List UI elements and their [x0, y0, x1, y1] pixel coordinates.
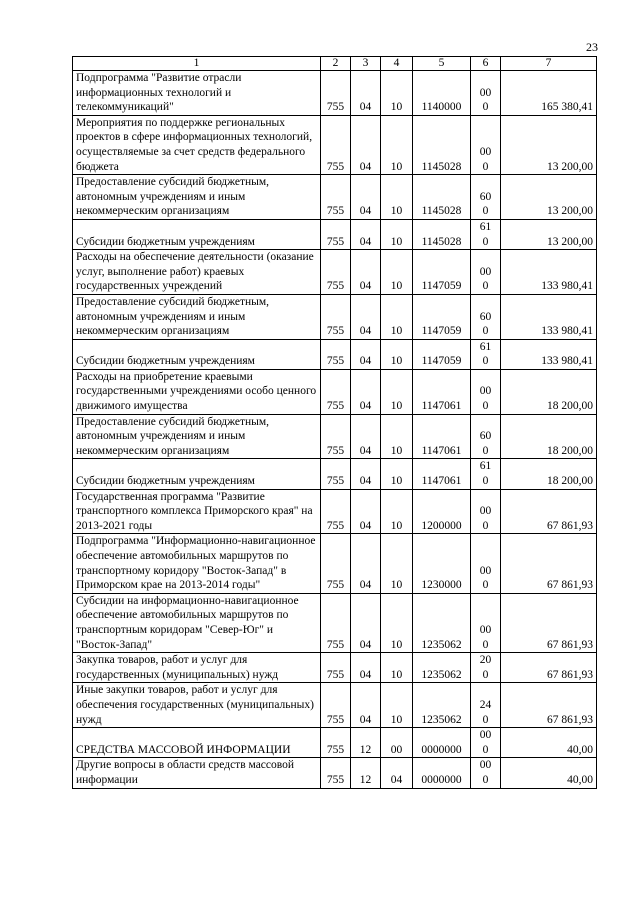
table-row: [73, 294, 597, 339]
row-target-article-cell: [413, 758, 471, 788]
row-subsection-cell: 10: [381, 414, 413, 459]
table-row: [73, 369, 597, 414]
row-code-cell: 755: [321, 728, 351, 758]
row-amount-cell: 133 980,41: [501, 250, 597, 295]
header-col-5: 5: [413, 57, 471, 71]
row-section-cell: 04: [351, 683, 381, 728]
row-expense-type-cell-value: 000: [479, 564, 492, 592]
row-expense-type-cell-value: 600: [479, 310, 492, 338]
row-section-cell: 12: [351, 758, 381, 788]
table-row: [73, 758, 597, 788]
row-expense-type-cell-value: 600: [479, 430, 492, 457]
row-target-article-cell-value: 1147061: [421, 400, 462, 413]
row-expense-type-cell: [471, 369, 501, 414]
row-section-cell: 04: [351, 219, 381, 249]
row-expense-type-cell-value: 000: [479, 145, 492, 173]
table-row: [73, 219, 597, 249]
row-expense-type-cell: [471, 683, 501, 728]
row-name-cell: Расходы на обеспечение деятельности (оказание услуг, выполнение работ) краевых государственных учреждений: [73, 250, 321, 295]
row-amount-cell: 67 861,93: [501, 653, 597, 683]
row-code-cell: 755: [321, 175, 351, 220]
row-target-article-cell: [413, 369, 471, 414]
row-name-cell: Предоставление субсидий бюджетным, автономным учреждениям и иным некоммерческим организациям: [73, 294, 321, 339]
row-name-cell: Субсидии бюджетным учреждениям: [73, 339, 321, 369]
row-amount-cell: 133 980,41: [501, 339, 597, 369]
row-expense-type-cell: [471, 489, 501, 534]
row-target-article-cell: [413, 414, 471, 459]
row-target-article-cell: [413, 653, 471, 683]
row-target-article-cell: [413, 294, 471, 339]
row-subsection-cell: 04: [381, 758, 413, 788]
row-section-cell: 04: [351, 369, 381, 414]
table-row: [73, 489, 597, 534]
row-amount-cell: 67 861,93: [501, 489, 597, 534]
row-section-cell: 04: [351, 250, 381, 295]
row-section-cell: 04: [351, 339, 381, 369]
row-target-article-cell: [413, 489, 471, 534]
row-subsection-cell: 10: [381, 175, 413, 220]
row-section-cell: 04: [351, 115, 381, 174]
row-code-cell: 755: [321, 459, 351, 489]
row-expense-type-cell-value: 000: [479, 86, 492, 114]
row-name-cell: Мероприятия по поддержке региональных проектов в сфере информационных технологий, осуществляемые за счет средств федерального бюджета: [73, 115, 321, 174]
row-code-cell: 755: [321, 219, 351, 249]
row-expense-type-cell: [471, 175, 501, 220]
page-number: 23: [586, 40, 598, 54]
row-subsection-cell: 10: [381, 459, 413, 489]
row-expense-type-cell-value: 000: [479, 623, 492, 651]
table-row: [73, 71, 597, 116]
row-section-cell: 04: [351, 71, 381, 116]
row-amount-cell: 67 861,93: [501, 683, 597, 728]
row-target-article-cell: [413, 728, 471, 758]
table-row: [73, 728, 597, 758]
row-expense-type-cell: [471, 593, 501, 652]
row-expense-type-cell: [471, 534, 501, 593]
header-col-1: 1: [73, 57, 321, 71]
header-col-4: 4: [381, 57, 413, 71]
row-name-cell: Закупка товаров, работ и услуг для государственных (муниципальных) нужд: [73, 653, 321, 683]
row-name-cell: Другие вопросы в области средств массовой информации: [73, 758, 321, 788]
row-subsection-cell: 10: [381, 489, 413, 534]
row-name-cell: Государственная программа "Развитие транспортного комплекса Приморского края" на 2013-2021 годы: [73, 489, 321, 534]
row-subsection-cell: 10: [381, 653, 413, 683]
row-target-article-cell: [413, 534, 471, 593]
table-row: [73, 115, 597, 174]
row-expense-type-cell: [471, 294, 501, 339]
row-target-article-cell-value: 0000000: [421, 743, 462, 756]
row-expense-type-cell-value: 610: [479, 220, 492, 248]
row-target-article-cell-value: 1235062: [421, 668, 462, 681]
table-row: [73, 653, 597, 683]
row-amount-cell: 18 200,00: [501, 459, 597, 489]
row-subsection-cell: 10: [381, 339, 413, 369]
row-subsection-cell: 10: [381, 115, 413, 174]
row-name-cell: Подпрограмма "Информационно-навигационное обеспечение автомобильных маршрутов по транспортному коридору "Восток-Запад" в Приморском крае на 2013-2014 годы": [73, 534, 321, 593]
table-row: [73, 534, 597, 593]
row-section-cell: 04: [351, 534, 381, 593]
row-name-cell: Иные закупки товаров, работ и услуг для обеспечения государственных (муниципальных) нужд: [73, 683, 321, 728]
row-code-cell: 755: [321, 534, 351, 593]
row-code-cell: 755: [321, 758, 351, 788]
row-name-cell: Субсидии на информационно-навигационное обеспечение автомобильных маршрутов по транспортным коридорам "Север-Юг" и "Восток-Запад": [73, 593, 321, 652]
row-subsection-cell: 10: [381, 219, 413, 249]
row-code-cell: 755: [321, 489, 351, 534]
budget-table: [72, 56, 597, 789]
table-row: [73, 175, 597, 220]
row-section-cell: 04: [351, 653, 381, 683]
row-expense-type-cell: [471, 71, 501, 116]
row-code-cell: 755: [321, 294, 351, 339]
row-code-cell: 755: [321, 593, 351, 652]
row-amount-cell: 40,00: [501, 728, 597, 758]
row-expense-type-cell: [471, 459, 501, 489]
row-name-cell: Подпрограмма "Развитие отрасли информационных технологий и телекоммуникаций": [73, 71, 321, 116]
row-target-article-cell-value: 1145028: [421, 205, 462, 218]
row-subsection-cell: 10: [381, 250, 413, 295]
table-body: [73, 71, 597, 789]
row-target-article-cell-value: 1147059: [421, 325, 462, 338]
table-row: [73, 593, 597, 652]
row-target-article-cell: [413, 593, 471, 652]
row-target-article-cell-value: 0000000: [421, 773, 462, 786]
row-subsection-cell: 10: [381, 683, 413, 728]
row-expense-type-cell: [471, 339, 501, 369]
row-subsection-cell: 10: [381, 369, 413, 414]
row-amount-cell: 13 200,00: [501, 115, 597, 174]
row-code-cell: 755: [321, 339, 351, 369]
row-expense-type-cell-value: 240: [479, 698, 492, 726]
row-expense-type-cell-value: 610: [479, 460, 492, 488]
row-expense-type-cell: [471, 219, 501, 249]
row-name-cell: СРЕДСТВА МАССОВОЙ ИНФОРМАЦИИ: [73, 728, 321, 758]
row-target-article-cell: [413, 339, 471, 369]
row-section-cell: 04: [351, 593, 381, 652]
row-expense-type-cell: [471, 653, 501, 683]
row-section-cell: 04: [351, 294, 381, 339]
row-target-article-cell-value: 1145028: [421, 160, 462, 173]
row-target-article-cell: [413, 71, 471, 116]
row-target-article-cell-value: 1235062: [421, 638, 462, 651]
row-name-cell: Расходы на приобретение краевыми государственными учреждениями особо ценного движимого имущества: [73, 369, 321, 414]
row-expense-type-cell: [471, 758, 501, 788]
row-name-cell: Предоставление субсидий бюджетным, автономным учреждениям и иным некоммерческим организациям: [73, 175, 321, 220]
row-target-article-cell-value: 1200000: [421, 519, 462, 532]
row-section-cell: 12: [351, 728, 381, 758]
row-amount-cell: 13 200,00: [501, 219, 597, 249]
row-amount-cell: 165 380,41: [501, 71, 597, 116]
header-col-7: 7: [501, 57, 597, 71]
row-amount-cell: 18 200,00: [501, 369, 597, 414]
row-expense-type-cell-value: 200: [479, 654, 492, 681]
row-name-cell: Субсидии бюджетным учреждениям: [73, 459, 321, 489]
row-expense-type-cell: [471, 414, 501, 459]
row-amount-cell: 67 861,93: [501, 534, 597, 593]
row-target-article-cell: [413, 175, 471, 220]
row-name-cell: Предоставление субсидий бюджетным, автономным учреждениям и иным некоммерческим организациям: [73, 414, 321, 459]
header-col-6: 6: [471, 57, 501, 71]
row-code-cell: 755: [321, 71, 351, 116]
row-expense-type-cell-value: 000: [479, 385, 492, 413]
row-target-article-cell: [413, 219, 471, 249]
row-expense-type-cell-value: 000: [479, 729, 492, 756]
row-section-cell: 04: [351, 175, 381, 220]
row-subsection-cell: 10: [381, 593, 413, 652]
row-amount-cell: 67 861,93: [501, 593, 597, 652]
row-target-article-cell-value: 1147061: [421, 444, 462, 457]
row-code-cell: 755: [321, 653, 351, 683]
table-row: [73, 414, 597, 459]
row-target-article-cell-value: 1147059: [421, 280, 462, 293]
row-target-article-cell-value: 1147059: [421, 355, 462, 368]
row-subsection-cell: 10: [381, 294, 413, 339]
row-subsection-cell: 10: [381, 71, 413, 116]
row-code-cell: 755: [321, 369, 351, 414]
row-expense-type-cell: [471, 115, 501, 174]
row-expense-type-cell-value: 600: [479, 190, 492, 218]
row-section-cell: 04: [351, 489, 381, 534]
row-code-cell: 755: [321, 250, 351, 295]
row-target-article-cell: [413, 683, 471, 728]
row-target-article-cell-value: 1230000: [421, 579, 462, 592]
row-section-cell: 04: [351, 414, 381, 459]
row-expense-type-cell-value: 610: [479, 340, 492, 368]
table-row: [73, 459, 597, 489]
row-expense-type-cell: [471, 250, 501, 295]
table-header-row: [73, 57, 597, 71]
row-amount-cell: 13 200,00: [501, 175, 597, 220]
row-expense-type-cell: [471, 728, 501, 758]
row-amount-cell: 18 200,00: [501, 414, 597, 459]
row-amount-cell: 133 980,41: [501, 294, 597, 339]
row-expense-type-cell-value: 000: [479, 759, 492, 786]
row-name-cell: Субсидии бюджетным учреждениям: [73, 219, 321, 249]
header-col-2: 2: [321, 57, 351, 71]
row-subsection-cell: 00: [381, 728, 413, 758]
header-col-3: 3: [351, 57, 381, 71]
row-subsection-cell: 10: [381, 534, 413, 593]
row-target-article-cell: [413, 250, 471, 295]
row-code-cell: 755: [321, 683, 351, 728]
row-target-article-cell: [413, 459, 471, 489]
table-row: [73, 339, 597, 369]
table-row: [73, 683, 597, 728]
row-code-cell: 755: [321, 414, 351, 459]
row-target-article-cell: [413, 115, 471, 174]
row-amount-cell: 40,00: [501, 758, 597, 788]
row-target-article-cell-value: 1147061: [421, 475, 462, 488]
row-code-cell: 755: [321, 115, 351, 174]
row-section-cell: 04: [351, 459, 381, 489]
row-expense-type-cell-value: 000: [479, 505, 492, 532]
row-target-article-cell-value: 1140000: [421, 101, 462, 114]
row-expense-type-cell-value: 000: [479, 265, 492, 293]
table-row: [73, 250, 597, 295]
row-target-article-cell-value: 1145028: [421, 235, 462, 248]
row-target-article-cell-value: 1235062: [421, 713, 462, 726]
